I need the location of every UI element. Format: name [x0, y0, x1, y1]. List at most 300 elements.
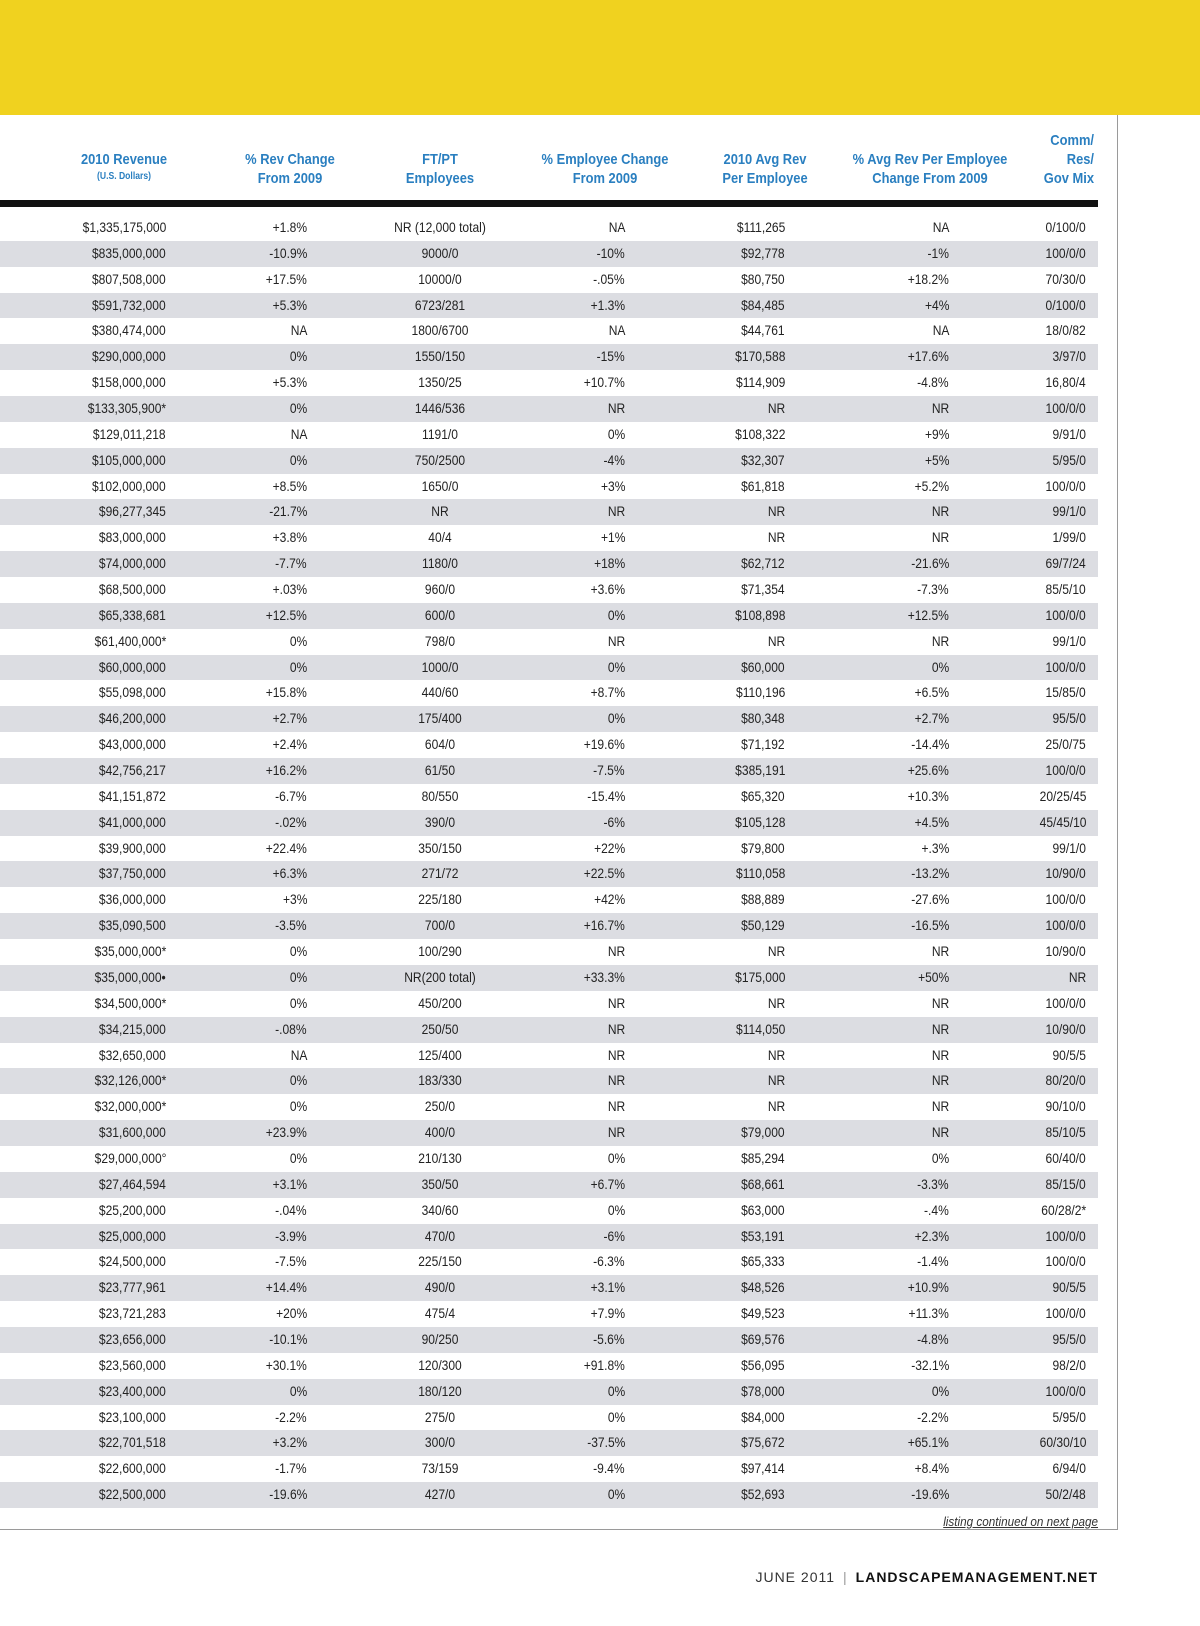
cell-employee-change: +3.1% — [590, 1279, 625, 1296]
cell-revenue: $41,151,872 — [99, 787, 166, 804]
table-row — [0, 836, 1098, 862]
cell-mix: 100/0/0 — [1045, 994, 1086, 1011]
cell-revenue: $129,011,218 — [93, 425, 166, 442]
cell-avg-rev: $110,196 — [735, 684, 785, 701]
cell-mix: 100/0/0 — [1045, 400, 1086, 417]
cell-mix: 98/2/0 — [1052, 1356, 1086, 1373]
cell-avg-rev: $85,294 — [741, 1149, 785, 1166]
table-row — [0, 551, 1098, 577]
cell-ftpt: 350/150 — [418, 839, 462, 856]
cell-employee-change: +22% — [593, 839, 625, 856]
cell-revenue: $34,215,000 — [99, 1020, 166, 1037]
cell-revenue: $23,100,000 — [99, 1408, 166, 1425]
cell-rev-change: -1.7% — [275, 1460, 307, 1477]
cell-mix: 10/90/0 — [1045, 865, 1086, 882]
cell-ftpt: 450/200 — [418, 994, 462, 1011]
header-avg-rev-change: % Avg Rev Per Employee Change From 2009 — [852, 151, 1008, 187]
cell-mix: 85/15/0 — [1045, 1175, 1086, 1192]
cell-mix: 10/90/0 — [1045, 943, 1086, 960]
cell-rev-change: +16.2% — [265, 762, 307, 779]
cell-rev-change: -7.7% — [275, 555, 307, 572]
cell-avg-rev: $79,000 — [741, 1124, 785, 1141]
cell-rev-change: +.03% — [272, 581, 307, 598]
cell-rev-change: +15.8% — [265, 684, 307, 701]
cell-employee-change: NR — [607, 1124, 625, 1141]
cell-ftpt: 175/400 — [418, 710, 462, 727]
cell-rev-change: +2.4% — [272, 736, 307, 753]
cell-mix: 85/5/10 — [1045, 581, 1086, 598]
cell-avg-rev-change: -4.8% — [917, 1330, 949, 1347]
table-row — [0, 810, 1098, 836]
cell-employee-change: 0% — [607, 425, 625, 442]
cell-avg-rev-change: +10.9% — [907, 1279, 949, 1296]
cell-revenue: $32,650,000 — [99, 1046, 166, 1063]
cell-employee-change: +42% — [593, 891, 625, 908]
cell-mix: 69/7/24 — [1045, 555, 1086, 572]
cell-avg-rev-change: -19.6% — [910, 1486, 949, 1503]
cell-avg-rev: NR — [767, 400, 785, 417]
cell-ftpt: 350/50 — [421, 1175, 459, 1192]
cell-avg-rev-change: NA — [932, 219, 949, 235]
cell-mix: 100/0/0 — [1045, 658, 1086, 675]
cell-ftpt: 1000/0 — [421, 658, 459, 675]
footer-date: JUNE 2011 — [755, 1569, 836, 1585]
table-row — [0, 215, 1098, 241]
cell-ftpt: NR (12,000 total) — [394, 219, 486, 235]
cell-revenue: $25,200,000 — [99, 1201, 166, 1218]
cell-avg-rev: $48,526 — [741, 1279, 785, 1296]
cell-avg-rev: $80,750 — [741, 270, 785, 287]
cell-rev-change: NA — [290, 322, 307, 339]
cell-rev-change: -3.9% — [275, 1227, 307, 1244]
cell-rev-change: 0% — [289, 1382, 307, 1399]
footer-site: LANDSCAPEMANAGEMENT.NET — [855, 1569, 1098, 1585]
cell-avg-rev: $108,322 — [734, 425, 785, 442]
cell-revenue: $36,000,000 — [99, 891, 166, 908]
cell-revenue: $133,305,900* — [87, 400, 166, 417]
cell-avg-rev-change: 0% — [931, 1382, 949, 1399]
cell-mix: 15/85/0 — [1045, 684, 1086, 701]
cell-employee-change: NA — [608, 219, 625, 235]
cell-employee-change: +91.8% — [583, 1356, 625, 1373]
cell-revenue: $41,000,000 — [99, 813, 166, 830]
cell-employee-change: +1% — [600, 529, 625, 546]
cell-avg-rev-change: +25.6% — [907, 762, 949, 779]
cell-avg-rev: $105,128 — [734, 813, 785, 830]
cell-ftpt: 750/2500 — [414, 451, 466, 468]
cell-ftpt: 90/250 — [421, 1330, 459, 1347]
cell-avg-rev: $71,192 — [741, 736, 785, 753]
cell-ftpt: 250/50 — [421, 1020, 459, 1037]
cell-ftpt: 210/130 — [418, 1149, 462, 1166]
cell-revenue: $24,500,000 — [99, 1253, 166, 1270]
cell-revenue: $23,560,000 — [99, 1356, 166, 1373]
cell-avg-rev-change: -.4% — [924, 1201, 949, 1218]
cell-employee-change: +1.3% — [590, 296, 625, 313]
cell-revenue: $22,500,000 — [99, 1486, 166, 1503]
cell-revenue: $23,656,000 — [99, 1330, 166, 1347]
cell-avg-rev-change: -4.8% — [917, 374, 949, 391]
cell-employee-change: 0% — [607, 606, 625, 623]
cell-avg-rev: $88,889 — [741, 891, 785, 908]
cell-avg-rev: $56,095 — [741, 1356, 785, 1373]
cell-revenue: $25,000,000 — [99, 1227, 166, 1244]
table-row — [0, 422, 1098, 448]
cell-revenue: $65,338,681 — [99, 606, 166, 623]
header-employee-change: % Employee Change From 2009 — [541, 151, 669, 187]
table-row — [0, 1353, 1098, 1379]
cell-mix: 70/30/0 — [1045, 270, 1086, 287]
cell-revenue: $34,500,000* — [94, 994, 166, 1011]
cell-mix: 25/0/75 — [1045, 736, 1086, 753]
cell-avg-rev-change: 0% — [931, 658, 949, 675]
cell-avg-rev: $63,000 — [741, 1201, 785, 1218]
cell-rev-change: 0% — [289, 451, 307, 468]
cell-avg-rev-change: NR — [931, 1098, 949, 1115]
cell-employee-change: NR — [607, 503, 625, 520]
cell-mix: 0/100/0 — [1045, 296, 1086, 313]
cell-mix: 100/0/0 — [1045, 917, 1086, 934]
cell-avg-rev-change: -3.3% — [917, 1175, 949, 1192]
cell-avg-rev-change: NR — [931, 994, 949, 1011]
cell-revenue: $807,508,000 — [92, 270, 166, 287]
cell-mix: 80/20/0 — [1045, 1072, 1086, 1089]
cell-rev-change: 0% — [289, 348, 307, 365]
cell-avg-rev: $114,909 — [735, 374, 785, 391]
table-row — [0, 448, 1098, 474]
cell-ftpt: 1446/536 — [414, 400, 466, 417]
cell-avg-rev-change: +10.3% — [907, 787, 949, 804]
cell-employee-change: +3.6% — [590, 581, 625, 598]
cell-revenue: $35,090,500 — [99, 917, 166, 934]
cell-rev-change: 0% — [289, 994, 307, 1011]
cell-rev-change: +3.8% — [272, 529, 307, 546]
cell-rev-change: -6.7% — [275, 787, 307, 804]
cell-avg-rev: $80,348 — [741, 710, 785, 727]
table-row — [0, 1120, 1098, 1146]
table-row — [0, 939, 1098, 965]
table-row — [0, 1249, 1098, 1275]
cell-ftpt: 390/0 — [424, 813, 456, 830]
cell-mix: 3/97/0 — [1052, 348, 1086, 365]
cell-avg-rev: $71,354 — [741, 581, 785, 598]
cell-ftpt: NR(200 total) — [404, 968, 476, 985]
cell-revenue: $835,000,000 — [92, 244, 166, 261]
cell-revenue: $22,600,000 — [99, 1460, 166, 1477]
cell-avg-rev: $111,265 — [736, 219, 785, 235]
cell-revenue: $1,335,175,000 — [82, 219, 166, 235]
cell-mix: 99/1/0 — [1052, 839, 1086, 856]
cell-rev-change: -21.7% — [268, 503, 307, 520]
cell-avg-rev: $110,058 — [735, 865, 785, 882]
table-row — [0, 991, 1098, 1017]
cell-employee-change: -7.5% — [593, 762, 625, 779]
cell-ftpt: 6723/281 — [414, 296, 466, 313]
cell-mix: 60/40/0 — [1045, 1149, 1086, 1166]
cell-employee-change: NR — [607, 1098, 625, 1115]
cell-revenue: $591,732,000 — [92, 296, 166, 313]
cell-avg-rev: $52,693 — [741, 1486, 785, 1503]
cell-ftpt: 604/0 — [424, 736, 456, 753]
cell-rev-change: +6.3% — [272, 865, 307, 882]
cell-employee-change: -6% — [603, 1227, 625, 1244]
cell-avg-rev-change: NR — [931, 1046, 949, 1063]
cell-rev-change: NA — [290, 425, 307, 442]
cell-mix: 99/1/0 — [1052, 503, 1086, 520]
cell-mix: 90/10/0 — [1045, 1098, 1086, 1115]
cell-avg-rev-change: NR — [931, 503, 949, 520]
cell-avg-rev: $114,050 — [735, 1020, 785, 1037]
table-row — [0, 577, 1098, 603]
cell-rev-change: +23.9% — [265, 1124, 307, 1141]
cell-rev-change: +20% — [275, 1305, 307, 1322]
cell-revenue: $74,000,000 — [99, 555, 166, 572]
table-row — [0, 1379, 1098, 1405]
cell-avg-rev: $68,661 — [741, 1175, 785, 1192]
cell-rev-change: NA — [290, 1046, 307, 1063]
cell-ftpt: 470/0 — [424, 1227, 456, 1244]
cell-avg-rev: $65,333 — [741, 1253, 785, 1270]
table-row — [0, 758, 1098, 784]
cell-avg-rev-change: 0% — [931, 1149, 949, 1166]
table-row — [0, 965, 1098, 991]
cell-mix: 16,80/4 — [1045, 374, 1086, 391]
header-avg-rev: 2010 Avg Rev Per Employee — [722, 151, 808, 187]
header-rule — [0, 200, 1098, 207]
table-row — [0, 784, 1098, 810]
cell-ftpt: 61/50 — [424, 762, 456, 779]
cell-avg-rev-change: -32.1% — [910, 1356, 949, 1373]
cell-avg-rev: $84,000 — [741, 1408, 785, 1425]
cell-revenue: $83,000,000 — [99, 529, 166, 546]
cell-ftpt: 9000/0 — [421, 244, 459, 261]
cell-mix: 1/99/0 — [1052, 529, 1086, 546]
table-row — [0, 1430, 1098, 1456]
table-row — [0, 1043, 1098, 1069]
cell-rev-change: +3.1% — [272, 1175, 307, 1192]
cell-rev-change: -2.2% — [275, 1408, 307, 1425]
cell-revenue: $22,701,518 — [99, 1434, 166, 1451]
cell-employee-change: -.05% — [593, 270, 625, 287]
cell-employee-change: NR — [607, 943, 625, 960]
table-row — [0, 1482, 1098, 1508]
cell-mix: 100/0/0 — [1045, 244, 1086, 261]
cell-mix: 9/91/0 — [1052, 425, 1086, 442]
cell-ftpt: 400/0 — [424, 1124, 456, 1141]
cell-avg-rev-change: +11.3% — [908, 1305, 949, 1322]
cell-avg-rev: $170,588 — [734, 348, 785, 365]
table-row — [0, 913, 1098, 939]
cell-rev-change: 0% — [289, 1098, 307, 1115]
yellow-banner — [0, 0, 1200, 115]
cell-revenue: $55,098,000 — [99, 684, 166, 701]
cell-rev-change: +8.5% — [272, 477, 307, 494]
cell-employee-change: +7.9% — [590, 1305, 625, 1322]
cell-avg-rev-change: +4% — [924, 296, 949, 313]
cell-ftpt: 120/300 — [418, 1356, 462, 1373]
cell-mix: 100/0/0 — [1045, 762, 1086, 779]
cell-rev-change: -19.6% — [268, 1486, 307, 1503]
cell-avg-rev-change: +8.4% — [914, 1460, 949, 1477]
table-row — [0, 370, 1098, 396]
cell-avg-rev-change: +9% — [924, 425, 949, 442]
cell-revenue: $23,400,000 — [99, 1382, 166, 1399]
cell-avg-rev: $49,523 — [741, 1305, 785, 1322]
header-rev-change: % Rev Change From 2009 — [245, 151, 335, 187]
cell-revenue: $37,750,000 — [99, 865, 166, 882]
cell-revenue: $32,000,000* — [94, 1098, 166, 1115]
cell-ftpt: 340/60 — [421, 1201, 459, 1218]
table-row — [0, 732, 1098, 758]
cell-avg-rev-change: NA — [932, 322, 949, 339]
cell-avg-rev: $53,191 — [741, 1227, 785, 1244]
cell-employee-change: NR — [607, 1046, 625, 1063]
cell-employee-change: -6.3% — [593, 1253, 625, 1270]
cell-avg-rev-change: -1% — [927, 244, 949, 261]
cell-rev-change: 0% — [289, 1149, 307, 1166]
cell-rev-change: +17.5% — [265, 270, 307, 287]
cell-rev-change: +22.4% — [265, 839, 307, 856]
cell-mix: 95/5/0 — [1052, 710, 1086, 727]
cell-rev-change: 0% — [289, 658, 307, 675]
cell-avg-rev-change: +17.6% — [907, 348, 949, 365]
cell-avg-rev: $60,000 — [741, 658, 785, 675]
table-row — [0, 525, 1098, 551]
cell-ftpt: 125/400 — [418, 1046, 462, 1063]
table-row — [0, 267, 1098, 293]
cell-avg-rev: NR — [767, 994, 785, 1011]
cell-avg-rev: NR — [767, 1046, 785, 1063]
cell-mix: 95/5/0 — [1052, 1330, 1086, 1347]
cell-rev-change: -7.5% — [275, 1253, 307, 1270]
table-row — [0, 1275, 1098, 1301]
cell-employee-change: -5.6% — [593, 1330, 625, 1347]
cell-employee-change: +18% — [593, 555, 625, 572]
cell-rev-change: -.02% — [275, 813, 307, 830]
cell-employee-change: +6.7% — [590, 1175, 625, 1192]
table-row — [0, 680, 1098, 706]
table-row — [0, 499, 1098, 525]
header-ftpt: FT/PT Employees — [405, 151, 475, 187]
table-row — [0, 474, 1098, 500]
cell-avg-rev-change: -13.2% — [910, 865, 949, 882]
cell-rev-change: +14.4% — [265, 1279, 307, 1296]
cell-rev-change: -.08% — [275, 1020, 307, 1037]
cell-rev-change: 0% — [289, 968, 307, 985]
cell-employee-change: 0% — [607, 1486, 625, 1503]
table-row — [0, 241, 1098, 267]
cell-ftpt: 300/0 — [424, 1434, 456, 1451]
cell-revenue: $290,000,000 — [92, 348, 166, 365]
cell-revenue: $42,756,217 — [99, 762, 166, 779]
cell-employee-change: -37.5% — [586, 1434, 625, 1451]
cell-employee-change: +10.7% — [583, 374, 625, 391]
cell-mix: 10/90/0 — [1045, 1020, 1086, 1037]
cell-avg-rev-change: +12.5% — [907, 606, 949, 623]
cell-ftpt: 1650/0 — [421, 477, 459, 494]
table-row — [0, 293, 1098, 319]
table-row — [0, 1172, 1098, 1198]
cell-employee-change: +33.3% — [583, 968, 625, 985]
cell-employee-change: -10% — [596, 244, 625, 261]
cell-revenue: $23,721,283 — [99, 1305, 166, 1322]
cell-rev-change: +2.7% — [272, 710, 307, 727]
cell-employee-change: 0% — [607, 1149, 625, 1166]
cell-mix: 100/0/0 — [1045, 606, 1086, 623]
cell-avg-rev-change: -16.5% — [910, 917, 949, 934]
table-row — [0, 1405, 1098, 1431]
cell-revenue: $29,000,000° — [94, 1149, 166, 1166]
cell-ftpt: 275/0 — [424, 1408, 456, 1425]
cell-employee-change: +22.5% — [583, 865, 625, 882]
cell-avg-rev-change: +6.5% — [914, 684, 949, 701]
cell-avg-rev: NR — [767, 529, 785, 546]
cell-mix: 5/95/0 — [1052, 1408, 1086, 1425]
table-row — [0, 1301, 1098, 1327]
cell-revenue: $96,277,345 — [99, 503, 166, 520]
cell-revenue: $102,000,000 — [92, 477, 166, 494]
cell-avg-rev: $79,800 — [741, 839, 785, 856]
table-row — [0, 1146, 1098, 1172]
cell-avg-rev-change: +18.2% — [907, 270, 949, 287]
cell-avg-rev-change: +5% — [924, 451, 949, 468]
cell-ftpt: 475/4 — [424, 1305, 456, 1322]
data-table — [0, 215, 1098, 1508]
cell-avg-rev-change: NR — [931, 529, 949, 546]
cell-revenue: $105,000,000 — [92, 451, 166, 468]
cell-ftpt: 1180/0 — [422, 555, 458, 572]
cell-avg-rev-change: NR — [931, 1020, 949, 1037]
cell-rev-change: -3.5% — [275, 917, 307, 934]
cell-employee-change: -9.4% — [593, 1460, 625, 1477]
cell-mix: 0/100/0 — [1045, 219, 1086, 235]
cell-employee-change: NA — [608, 322, 625, 339]
cell-avg-rev: $385,191 — [734, 762, 785, 779]
table-row — [0, 629, 1098, 655]
cell-avg-rev-change: -14.4% — [910, 736, 949, 753]
cell-employee-change: NR — [607, 1072, 625, 1089]
cell-employee-change: +8.7% — [590, 684, 625, 701]
cell-mix: 85/10/5 — [1045, 1124, 1086, 1141]
continued-note: listing continued on next page — [943, 1514, 1098, 1529]
cell-mix: 90/5/5 — [1052, 1279, 1086, 1296]
cell-rev-change: 0% — [289, 400, 307, 417]
cell-ftpt: NR — [431, 503, 449, 520]
cell-avg-rev-change: NR — [931, 943, 949, 960]
table-row — [0, 603, 1098, 629]
cell-avg-rev-change: -7.3% — [917, 581, 949, 598]
cell-ftpt: 1550/150 — [414, 348, 466, 365]
cell-ftpt: 225/150 — [418, 1253, 462, 1270]
cell-avg-rev: NR — [767, 503, 785, 520]
cell-ftpt: 40/4 — [428, 529, 452, 546]
cell-ftpt: 271/72 — [421, 865, 459, 882]
cell-ftpt: 73/159 — [421, 1460, 459, 1477]
cell-rev-change: -.04% — [275, 1201, 307, 1218]
cell-avg-rev: $32,307 — [741, 451, 785, 468]
cell-mix: 100/0/0 — [1045, 1305, 1086, 1322]
cell-avg-rev: $75,672 — [741, 1434, 785, 1451]
table-row — [0, 1094, 1098, 1120]
cell-ftpt: 100/290 — [418, 943, 462, 960]
cell-ftpt: 1350/25 — [418, 374, 462, 391]
cell-mix: 90/5/5 — [1052, 1046, 1086, 1063]
cell-ftpt: 10000/0 — [418, 270, 462, 287]
cell-avg-rev-change: -2.2% — [917, 1408, 949, 1425]
cell-revenue: $61,400,000* — [94, 632, 166, 649]
cell-revenue: $46,200,000 — [99, 710, 166, 727]
cell-revenue: $32,126,000* — [94, 1072, 166, 1089]
